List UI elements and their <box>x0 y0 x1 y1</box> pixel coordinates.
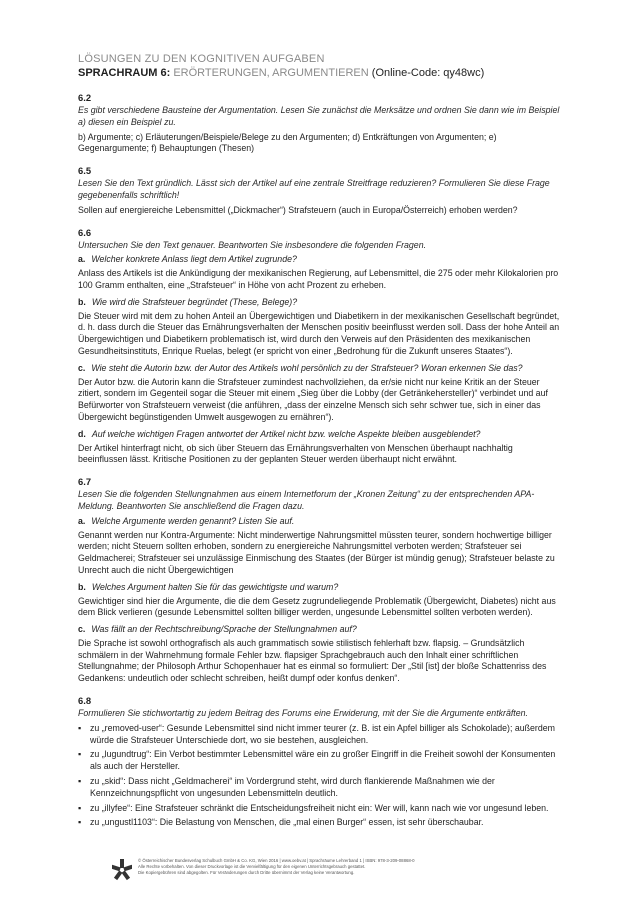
subtitle-code: (Online-Code: qy48wc) <box>368 67 485 79</box>
task-text: Es gibt verschiedene Bausteine der Argumentation. Lesen Sie zunächst die Merksätze und ordnen Sie dann wie im Beispiel a) diesen ein Beispiel zu. <box>78 105 560 127</box>
answer-a: Anlass des Artikels ist die Ankündigung der mexikanischen Regierung, auf Lebensmittel, die 275 oder mehr Kilokalorien pro 100 Gramm enthalten, eine „Strafsteuer“ in Höhe von acht Prozent zu erheben. <box>78 268 559 290</box>
question-a <box>78 254 564 266</box>
question-text: Welche Argumente werden genannt? Listen Sie auf. <box>91 515 295 526</box>
question-text: Auf welche wichtigen Fragen antwortet der Artikel nicht bzw. welche Aspekte bleiben ausgeblendet? <box>91 428 481 439</box>
publisher-logo-icon <box>112 859 132 881</box>
answer-b: Die Steuer wird mit dem zu hohen Anteil an Übergewichtigen und Diabetikern in der mexikanischen Gesellschaft begründet, d. h. dass durch die Steuer das Ernährungsverhalten der Menschen positiv beeinflusst werden soll. Dass der hohe Anteil an Übergewichtigen und Diabetikern problematisch ist, wird durch den Verweis auf den Präsidenten des mexikanischen Gesundheitsinstituts, Enrique Ruelas, belegt (er spricht von einer „Bedrohung für die Zukunft unseres Staates“). <box>78 310 560 356</box>
question-d <box>78 429 564 441</box>
answer-a: Genannt werden nur Kontra-Argumente: Nicht minderwertige Nahrungsmittel müssten teurer, sondern hochwertige billiger werden; nicht Steuern sollten erhoben, sondern zu energiereiche Nahrungsmittel verboten werden; Strafsteuer sei Geldmacherei; Strafsteuer sei unzulässige Einmischung des Staates (der Bürger ist mündig genug); Strafsteuer belaste zu Unrecht auch die nicht Übergewichtigen <box>78 529 555 575</box>
subtitle-topic: ERÖRTERUNGEN, ARGUMENTIEREN <box>170 67 369 79</box>
section-number: 6.6 <box>78 226 92 238</box>
question-text: Welcher konkrete Anlass liegt dem Artikel zugrunde? <box>91 254 297 265</box>
subtitle-chapter: SPRACHRAUM 6: <box>78 67 171 79</box>
footer-rights: Alle Rechte vorbehalten. Von dieser Druckvorlage ist die Vervielfältigung für den eigenen Unterrichtsgebrauch gestattet. <box>138 864 366 870</box>
question-c <box>78 363 564 375</box>
section-6-5 <box>78 165 564 216</box>
task-text: Lesen Sie die folgenden Stellungnahmen aus einem Internetforum der „Kronen Zeitung“ zu der entsprechenden APA-Meldung. Beantworten Sie anschließend die Fragen dazu. <box>78 489 535 511</box>
answer-b: Gewichtiger sind hier die Argumente, die die dem Gesetz zugrundeliegende Problematik (Übergewicht, Diabetes) nicht aus dem Blick verlieren (gesunde Lebensmittel sollten billiger werden, ungesunde Lebensmittel sollten verboten werden). <box>78 595 556 618</box>
question-text: Wie wird die Strafsteuer begründet (These, Belege)? <box>91 296 298 307</box>
question-letter: d. <box>78 428 86 439</box>
answer-d: Der Artikel hinterfragt nicht, ob sich über Steuern das Ernährungsverhalten von Menschen überhaupt nachhaltig beeinflussen lässt. Kritische Positionen zu der geplanten Steuer werden überhaupt nicht erwähnt. <box>78 442 513 465</box>
question-letter: c. <box>78 362 86 373</box>
question-b <box>78 582 564 594</box>
question-a <box>78 516 564 528</box>
section-number: 6.5 <box>78 165 92 177</box>
answer-text: Sollen auf energiereiche Lebensmittel („Dickmacher“) Strafsteuern (auch in Europa/Österreich) erhoben werden? <box>78 204 518 215</box>
section-6-6 <box>78 227 564 467</box>
question-c <box>78 624 564 636</box>
list-item: ▪ zu „skid“: Dass nicht „Geldmacherei“ im Vordergrund steht, wird durch flankierende Maßnahmen wie der Kennzeichnungspflicht von ungesunden Lebensmitteln deutlich. <box>78 776 564 800</box>
question-letter: b. <box>78 296 86 307</box>
question-letter: c. <box>78 624 86 635</box>
page-subtitle <box>78 66 564 80</box>
list-item: ▪ zu „removed-user“: Gesunde Lebensmittel sind nicht immer teurer (z. B. ist ein Apfel billiger als Schokolade); außerdem würde die Strafsteuer Unterschiede dort, wo sie bestehen, ausgleichen. <box>78 723 564 747</box>
question-letter: a. <box>78 254 86 265</box>
footer <box>138 858 558 877</box>
list-item: ▪ zu „lugundtrug“: Ein Verbot bestimmter Lebensmittel wäre ein zu großer Eingriff in die Freiheit sowohl der Konsumenten als auch der Hersteller. <box>78 749 564 773</box>
question-text: Was fällt an der Rechtschreibung/Sprache der Stellungnahmen auf? <box>91 624 357 635</box>
section-6-7 <box>78 476 564 685</box>
footer-copyright: © Österreichischer Bundesverlag Schulbuch GmbH & Co. KG, Wien 2016 | www.oebv.at | Sprachräume Lehrerband 1 | ISBN: 978-3-209-08868-0 <box>138 858 415 863</box>
list-item: ▪ zu „ungustl1103“: Die Belastung von Menschen, die „mal einen Burger“ essen, ist sehr überschaubar. <box>78 817 564 829</box>
section-6-2 <box>78 92 564 155</box>
list-item: ▪ zu „illyfee“: Eine Strafsteuer schränkt die Entscheidungsfreiheit nicht ein: Wer will, kann nach wie vor ungesund leben. <box>78 803 564 815</box>
question-text: Welches Argument halten Sie für das gewichtigste und warum? <box>91 581 339 592</box>
question-letter: b. <box>78 581 86 592</box>
question-text: Wie steht die Autorin bzw. der Autor des Artikels wohl persönlich zu der Strafsteuer? Woran erkennen Sie das? <box>91 362 523 373</box>
answer-text: b) Argumente; c) Erläuterungen/Beispiele/Belege zu den Argumenten; d) Entkräftungen von Argumenten; e) Gegenargumente; f) Behauptungen (Thesen) <box>78 131 497 154</box>
task-text: Lesen Sie den Text gründlich. Lässt sich der Artikel auf eine zentrale Streitfrage reduzieren? Formulieren Sie diese Frage gegebenenfalls schriftlich! <box>78 178 550 200</box>
answer-c: Der Autor bzw. die Autorin kann die Strafsteuer zumindest nachvollziehen, da er/sie nicht nur keine Kritik an der Steuer zitiert, sondern im Gegenteil sogar die Steuer mit einem „Sieg über die Lobby (der Getränkehersteller)“ verbindet und auf Befürworter von Strafsteuern verweist (die anführen, „dass der einzelne Mensch sich sehr schwer tue, sich in einer das Übergewicht begünstigenden Umwelt ausgewogen zu ernähren“). <box>78 376 548 422</box>
question-letter: a. <box>78 515 86 526</box>
question-b <box>78 297 564 309</box>
document-page <box>78 52 564 839</box>
page-title: LÖSUNGEN ZU DEN KOGNITIVEN AUFGABEN <box>78 53 325 65</box>
section-number: 6.2 <box>78 92 92 103</box>
task-text: Untersuchen Sie den Text genauer. Beantworten Sie insbesondere die folgenden Fragen. <box>78 239 427 250</box>
section-6-8 <box>78 695 564 829</box>
section-number: 6.7 <box>78 476 92 488</box>
reply-list <box>78 723 564 829</box>
task-text: Formulieren Sie stichwortartig zu jedem Beitrag des Forums eine Erwiderung, mit der Sie die Argumente entkräften. <box>78 708 528 719</box>
answer-c: Die Sprache ist sowohl orthografisch als auch grammatisch sowie stilistisch fehlerhaft bzw. flapsig. – Grundsätzlich schmälern in der Wahrnehmung formale Fehler bzw. flapsiger Sprachgebrauch auch den Inhalt einer schriftlichen Stellungnahme; der Philosoph Arthur Schopenhauer hat es einmal so formuliert: Der „Stil [ist] der bloße Schattenriss des Gedankens: undeutlich oder schlecht schreiben, heißt dumpf oder konfus denken“. <box>78 637 547 684</box>
footer-disclaimer: Die Kopiergebühren sind abgegolten. Für Veränderungen durch Dritte übernimmt der Verlag keine Verantwortung. <box>138 870 355 876</box>
section-number: 6.8 <box>78 695 92 707</box>
